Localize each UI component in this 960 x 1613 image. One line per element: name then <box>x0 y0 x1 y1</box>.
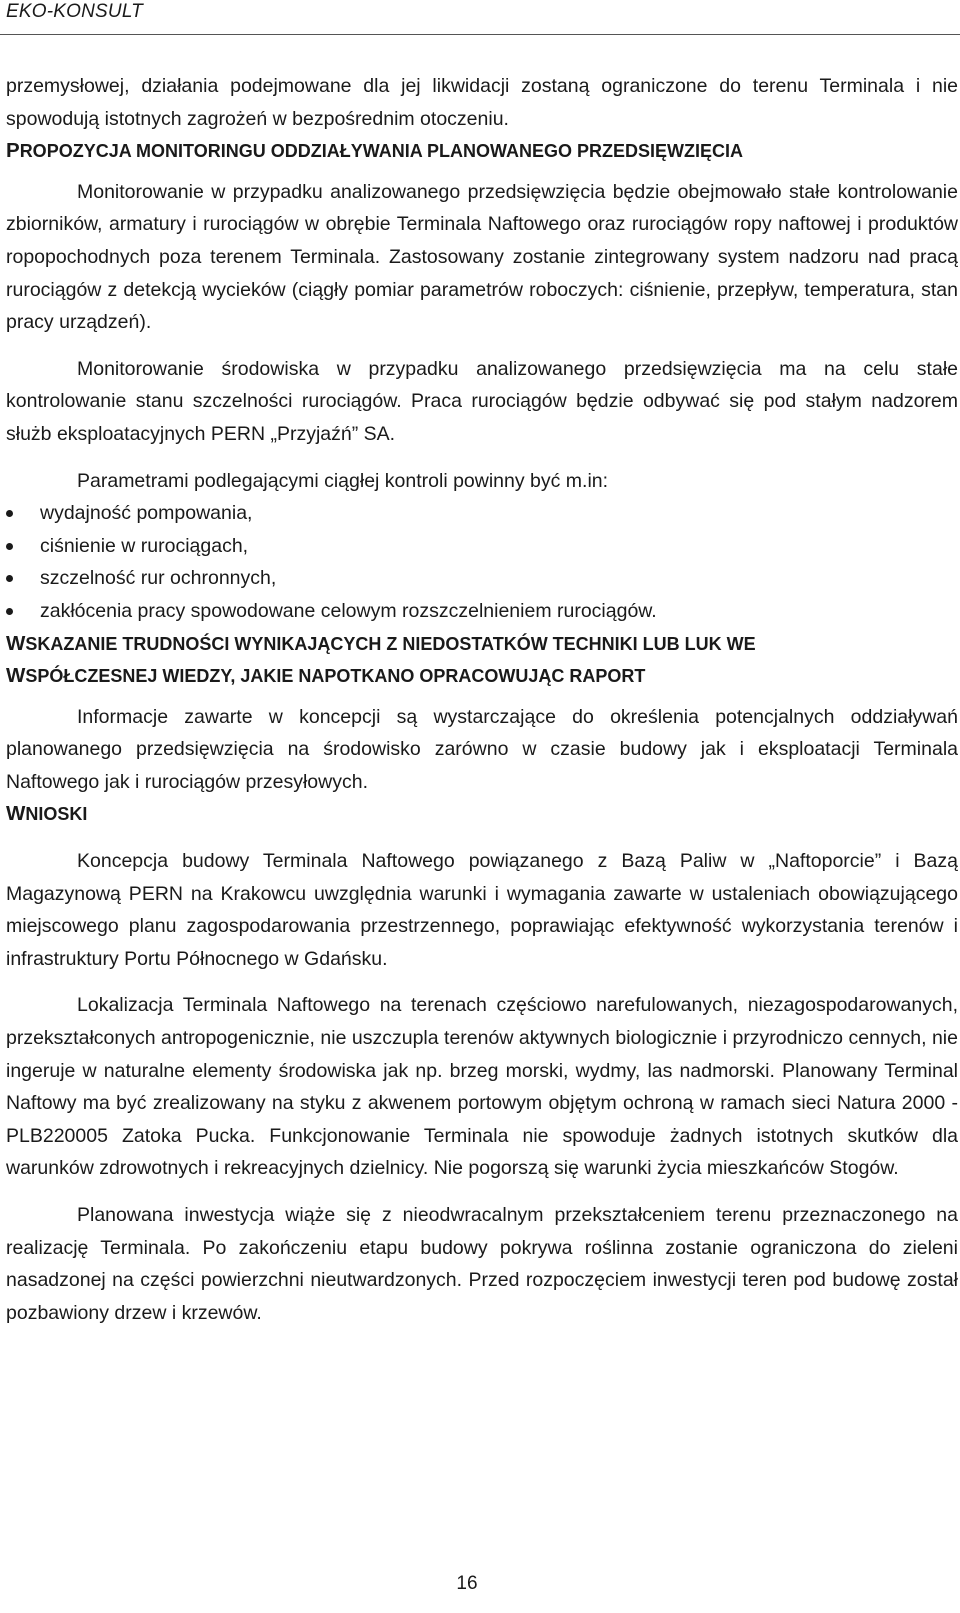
paragraph-continuation: przemysłowej, działania podejmowane dla jej likwidacji zostaną ograniczone do terenu Terminala i nie spowodują istotnych zagrożeń w bezpośrednim otoczeniu. <box>6 75 958 130</box>
paragraph-location: Lokalizacja Terminala Naftowego na terenach częściowo narefulowanych, niezagospodarowanych, przekształconych antropogenicznie, nie uszczupla terenów aktywnych biologicznie i przyrodniczo cennych, nie ingeruje w naturalne elementy środowiska jak np. brzeg morski, wydmy, las nadmorski. Planowany Terminal Naftowy ma być zrealizowany na styku z akwenem portowym objętym ochroną w ramach sieci Natura 2000 - PLB220005 Zatoka Pucka. Funkcjonowanie Terminala nie spowoduje żadnych istotnych skutków dla warunków zdrowotnych i rekreacyjnych dzielnicy. Nie pogorszą się warunki życia mieszkańców Stogów. <box>6 994 958 1180</box>
bullet-icon <box>6 543 13 550</box>
parameters-list <box>6 497 958 627</box>
heading-text: NIOSKI <box>25 804 88 825</box>
section-heading-monitoring <box>6 135 958 168</box>
heading-text: SPÓŁCZESNEJ WIEDZY, JAKIE NAPOTKANO OPRACOWUJĄC RAPORT <box>25 666 646 687</box>
heading-text: ROPOZYCJA MONITORINGU ODDZIAŁYWANIA PLANOWANEGO PRZEDSIĘWZIĘCIA <box>19 141 744 162</box>
heading-initial: W <box>6 664 26 688</box>
page-number: 16 <box>456 1573 478 1594</box>
list-item-text: ciśnienie w rurociągach, <box>40 534 249 557</box>
heading-text: SKAZANIE TRUDNOŚCI WYNIKAJĄCYCH Z NIEDOSTATKÓW TECHNIKI LUB LUK WE <box>25 633 756 654</box>
document-body <box>6 70 958 1329</box>
page-header <box>0 0 960 35</box>
list-item-text: wydajność pompowania, <box>40 502 253 525</box>
list-item <box>6 595 958 628</box>
paragraph-environment-monitoring: Monitorowanie środowiska w przypadku analizowanego przedsięwzięcia ma na celu stałe kontrolowanie stanu szczelności rurociągów. Praca rurociągów będzie odbywać się pod stałym nadzorem służb eksploatacyjnych PERN „Przyjaźń” SA. <box>6 357 958 445</box>
bullet-icon <box>6 575 13 582</box>
section-heading-difficulties <box>6 628 958 693</box>
list-item-text: zakłócenia pracy spowodowane celowym rozszczelnieniem rurociągów. <box>40 599 657 622</box>
paragraph-information-sufficiency: Informacje zawarte w koncepcji są wystarczające do określenia potencjalnych oddziaływań planowanego przedsięwzięcia na środowisko zarówno w czasie budowy jak i eksploatacji Terminala Naftowego jak i rurociągów przesyłowych. <box>6 705 958 793</box>
heading-initial: W <box>6 631 26 655</box>
paragraph-parameters-intro: Parametrami podlegającymi ciągłej kontroli powinny być m.in: <box>77 469 609 492</box>
heading-initial: P <box>6 139 20 163</box>
heading-initial: W <box>6 802 26 826</box>
paragraph-monitoring-scope: Monitorowanie w przypadku analizowanego przedsięwzięcia będzie obejmowało stałe kontrolowanie zbiorników, armatury i rurociągów w obrębie Terminala Naftowego oraz rurociągów ropy naftowej i produktów ropopochodnych poza terenem Terminala. Zastosowany zostanie zintegrowany system nadzoru nad pracą rurociągów z detekcją wycieków (ciągły pomiar parametrów roboczych: ciśnienie, przepływ, temperatura, stan pracy urządzeń). <box>6 180 958 334</box>
section-heading-conclusions <box>6 798 958 831</box>
paragraph-investment: Planowana inwestycja wiąże się z nieodwracalnym przekształceniem terenu przeznaczonego na realizację Terminala. Po zakończeniu etapu budowy pokrywa roślinna zostanie ograniczona do zieleni nasadzonej na części powierzchni nieutwardzonych. Przed rozpoczęciem inwestycji teren pod budowę został pozbawiony drzew i krzewów. <box>6 1204 958 1324</box>
list-item-text: szczelność rur ochronnych, <box>40 567 277 590</box>
list-item <box>6 562 958 595</box>
bullet-icon <box>6 510 13 517</box>
list-item <box>6 530 958 563</box>
paragraph-concept: Koncepcja budowy Terminala Naftowego powiązanego z Bazą Paliw w „Naftoporcie” i Bazą Magazynową PERN na Krakowcu uwzględnia warunki i wymagania zawarte w ustaleniach obowiązującego miejscowego planu zagospodarowania przestrzennego, poprawiając efektywność wykorzystania terenów i infrastruktury Portu Północnego w Gdańsku. <box>6 850 958 970</box>
bullet-icon <box>6 608 13 615</box>
list-item <box>6 497 958 530</box>
header-title: EKO-KONSULT <box>6 1 143 22</box>
